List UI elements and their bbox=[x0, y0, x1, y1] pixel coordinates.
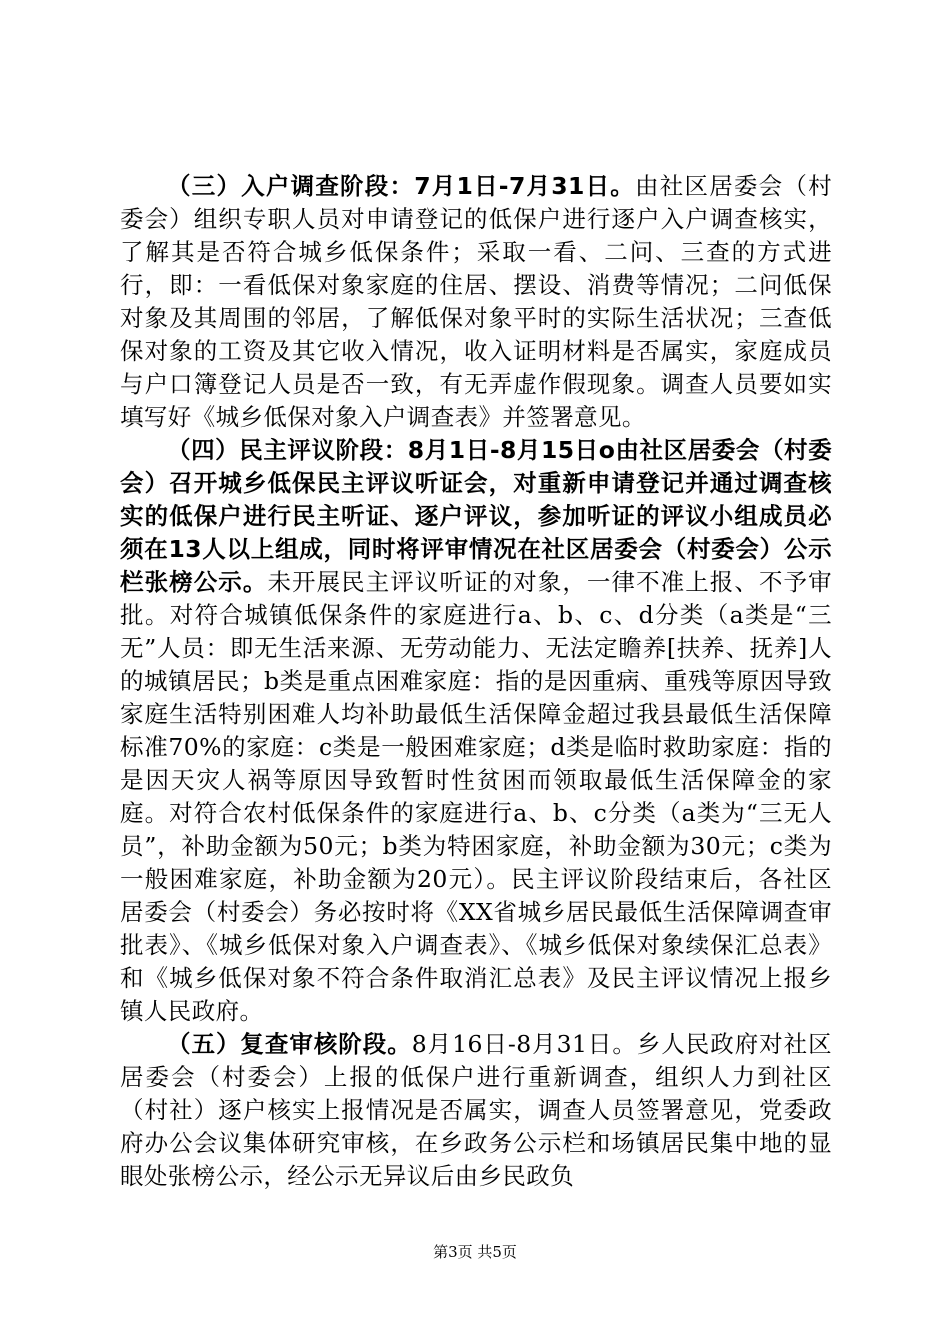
paragraph-text-household-survey: 由社区居委会（村委会）组织专职人员对申请登记的低保户进行逐户入户调查核实，了解其是否符合城乡低保条件；采取一看、二问、三查的方式进行，即：一看低保对象家庭的住居、摆设、消费等情况；二问低保对象及其周围的邻居，了解低保对象平时的实际生活状况；三查低保对象的工资及其它收入情况，收入证明材料是否属实，家庭成员与户口簿登记人员是否一致，有无弄虚作假现象。调查人员要如实填写好《城乡低保对象入户调查表》并签署意见。 bbox=[120, 172, 832, 431]
section-heading-review-audit: （五）复查审核阶段。 bbox=[167, 1030, 412, 1058]
paragraph-text-review-audit: 8月16日-8月31日。乡人民政府对社区居委会（村委会）上报的低保户进行重新调查，组织人力到社区（村社）逐户核实上报情况是否属实，调查人员签署意见，党委政府办公会议集体研究审核，在乡政务公示栏和场镇居民集中地的显眼处张榜公示，经公示无异议后由乡民政负 bbox=[120, 1030, 833, 1190]
section-heading-household-survey: （三）入户调查阶段：7月1日-7月31日。 bbox=[167, 172, 636, 200]
section-heading-democratic-review: （四）民主评议阶段：8月1日-8月15日o由社区居委会（村委会）召开城乡低保民主评议听证会，对重新申请登记并通过调查核实的低保户进行民主听证、逐户评议，参加听证的评议小组成员必须在13人以上组成，同时将评审情况在社区居委会（村委会）公示栏张榜公示。 bbox=[120, 436, 832, 596]
paragraph-review-audit bbox=[120, 1028, 832, 1193]
paragraph-household-survey bbox=[120, 170, 832, 434]
document-body bbox=[120, 170, 832, 1193]
paragraph-text-democratic-review: 未开展民主评议听证的对象，一律不准上报、不予审批。对符合城镇低保条件的家庭进行a、b、c、d分类（a类是“三无”人员：即无生活来源、无劳动能力、无法定瞻养[扶养、抚养]人的城镇居民；b类是重点困难家庭：指的是因重病、重残等原因导致家庭生活特别困难人均补助最低生活保障金超过我县最低生活保障标准70%的家庭：c类是一般困难家庭；d类是临时救助家庭：指的是因天灾人祸等原因导致暂时性贫困而领取最低生活保障金的家庭。对符合农村低保条件的家庭进行a、b、c分类（a类为“三无人员”，补助金额为50元；b类为特困家庭，补助金额为30元；c类为一般困难家庭，补助金额为20元）。民主评议阶段结束后，各社区居委会（村委会）务必按时将《XX省城乡居民最低生活保障调查审批表》、《城乡低保对象入户调查表》、《城乡低保对象续保汇总表》和《城乡低保对象不符合条件取消汇总表》及民主评议情况上报乡镇人民政府。 bbox=[120, 568, 832, 1025]
paragraph-democratic-review bbox=[120, 434, 832, 1028]
page-footer: 第3页 共5页 bbox=[433, 1243, 517, 1261]
